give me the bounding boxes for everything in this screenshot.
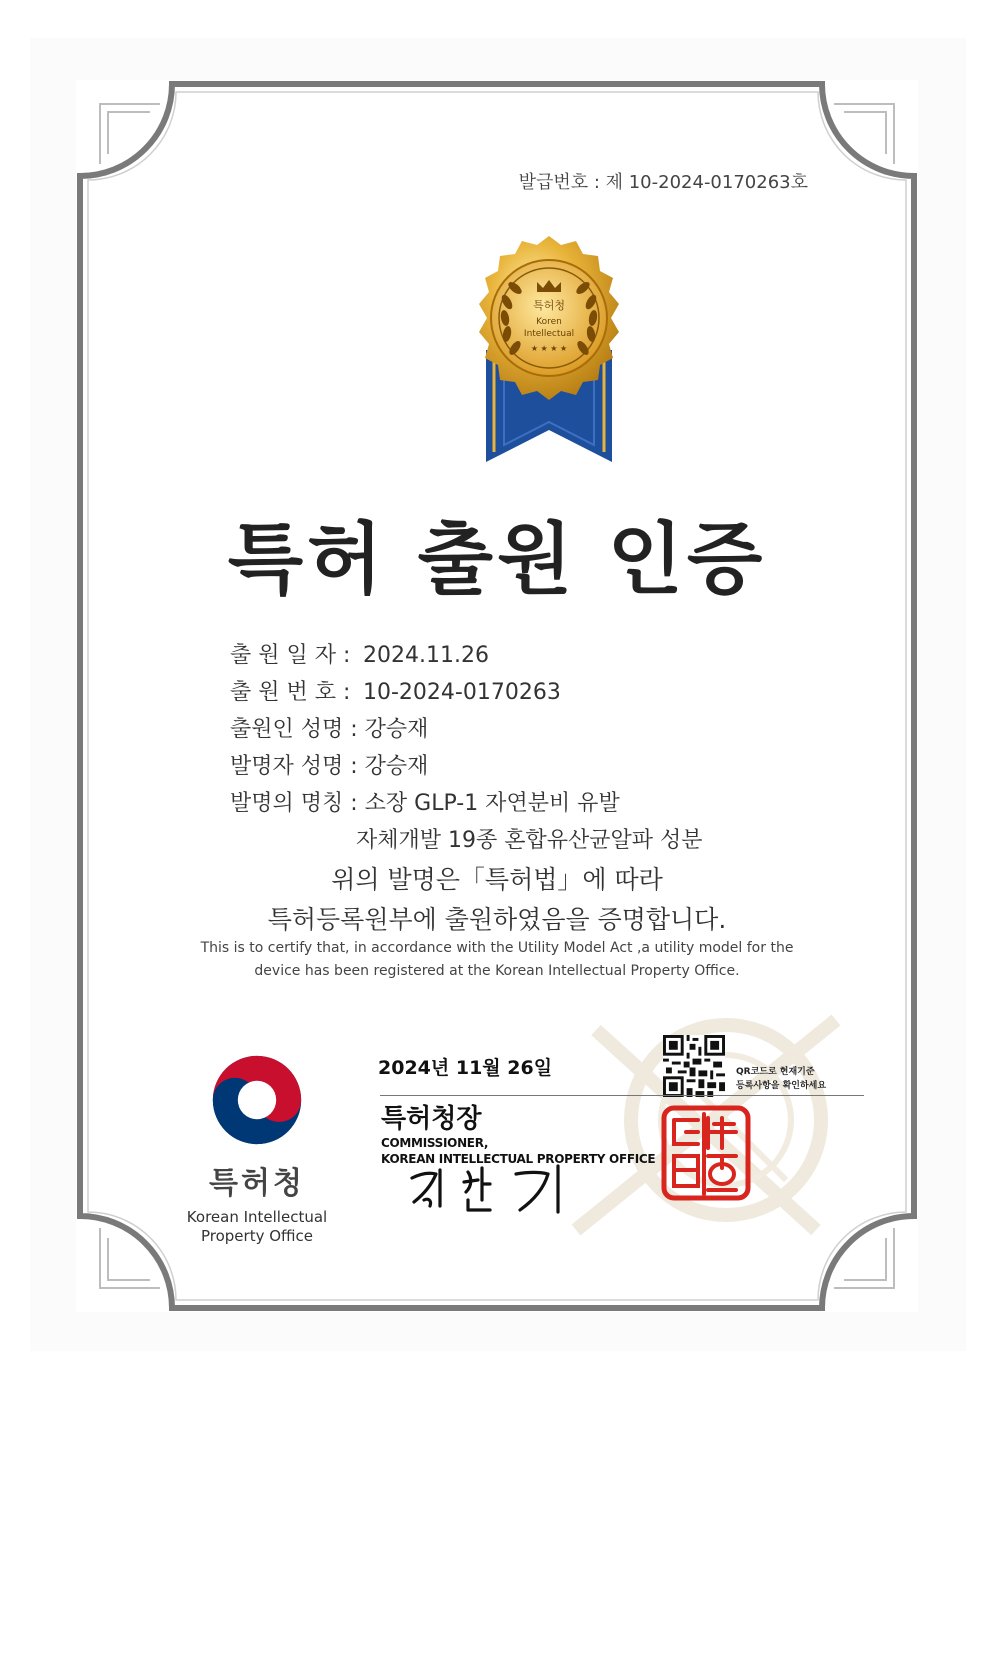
commissioner-korean: 특허청장 [381,1104,482,1134]
english-line-2: device has been registered at the Korean Intellectual Property Office. [254,963,740,979]
field-row [230,748,703,785]
commissioner-english-1: COMMISSIONER, [381,1136,489,1150]
certificate-frame [76,80,918,1312]
gold-medal-icon [444,230,654,480]
logo-english-text [176,1208,338,1246]
signature-divider [380,1095,864,1096]
field-value-continuation: 자체개발 19종 혼합유산균알파 성분 [356,828,703,853]
field-value: 10-2024-0170263 [363,680,561,705]
certificate-title: 특허 출원 인증 [227,515,767,605]
qr-note [736,1065,826,1093]
commissioner-english-2: KOREAN INTELLECTUAL PROPERTY OFFICE [381,1152,656,1166]
field-label: 출원인 성명 : [230,717,358,742]
commissioner-block [381,1098,655,1167]
field-value: 강승재 [364,754,429,779]
field-row [230,637,703,674]
english-line-1: This is to certify that, in accordance with the Utility Model Act ,a utility model for the [200,940,794,956]
field-value: 2024.11.26 [363,643,489,668]
field-label: 발명의 명칭 : [230,791,358,816]
field-value: 소장 GLP-1 자연분비 유발 [364,791,620,816]
medal-text-3: Intellectual [523,329,575,339]
logo-english-line-1: Korean Intellectual [186,1208,328,1226]
statement-line-1: 위의 발명은「특허법」에 따라 [331,865,663,894]
field-label: 출 원 일 자 : [230,643,351,668]
field-row [230,674,703,711]
medal-text-1: 특허청 [533,299,565,312]
field-label: 출 원 번 호 : [230,680,351,705]
handwritten-signature [406,1160,576,1216]
field-label: 발명자 성명 : [230,754,358,779]
qr-note-line-2: 등록사항을 확인하세요 [736,1081,827,1091]
field-value: 강승재 [364,717,429,742]
certificate-sheet [30,38,966,1351]
official-seal-stamp [660,1104,752,1202]
field-row [230,785,703,822]
kipo-logo [176,1052,338,1246]
issue-date: 2024년 11월 26일 [378,1057,553,1079]
issue-number: 발급번호 : 제 10-2024-0170263호 [518,172,808,193]
taegeuk-logo-icon [209,1052,305,1148]
logo-korean-text: 특허청 [209,1166,305,1201]
english-statement [76,937,918,983]
statement-line-2: 특허등록원부에 출원하였음을 증명합니다. [267,905,727,934]
application-details [230,637,703,859]
medal-text-2: Koren [536,317,562,327]
logo-english-line-2: Property Office [200,1227,314,1245]
qr-note-line-1: QR코드로 현재기준 [736,1067,815,1077]
field-row [230,711,703,748]
medal-stars: ★ ★ ★ ★ [530,344,568,353]
qr-code-icon [663,1035,725,1097]
